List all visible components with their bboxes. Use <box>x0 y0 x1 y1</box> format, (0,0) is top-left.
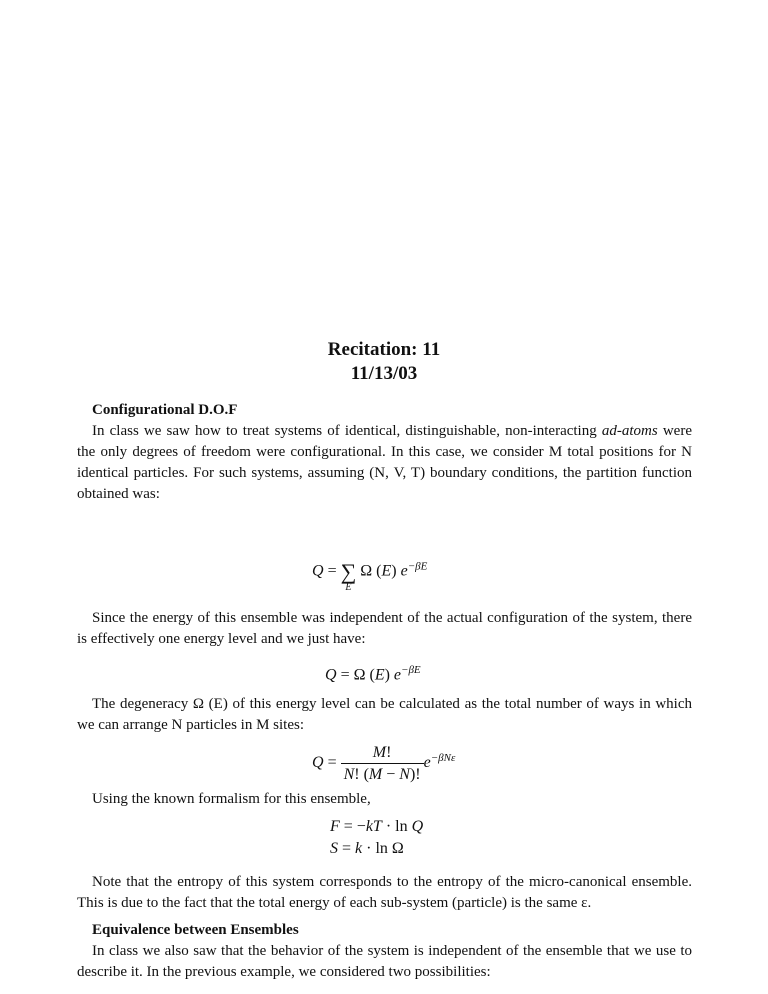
equation-partition-sum: Q = ∑ E Ω (E) $e^{-\beta E}$ <box>312 559 428 593</box>
paragraph-intro: In class we saw how to treat systems of identical, distinguishable, non-interacting ad-atoms were the only degrees of freedom were configurational. In this case, we consider M total positions for N identical particles. For such systems, assuming (N, V, T) boundary conditions, the partition function obtained was: <box>77 423 692 502</box>
section-heading-equivalence: Equivalence between Ensembles <box>92 922 299 938</box>
equation-degeneracy: Q = $\frac{M!}{N! (M - N)!}$ $e^{-\beta N\varepsilon}$ <box>312 744 456 783</box>
doc-title: Recitation: 11 <box>327 339 441 360</box>
paragraph-entropy-note: Note that the entropy of this system corresponds to the entropy of the micro-canonical ensemble. This is due to the fact that the total energy of each sub-system (particle) is the same ε. <box>77 874 692 911</box>
equation-partition-single: Q = Ω (E) $e^{-\beta E}$ <box>325 664 421 684</box>
section-heading-configurational: Configurational D.O.F <box>92 402 238 418</box>
paragraph-single-level: Since the energy of this ensemble was independent of the actual configuration of the system, there is effectively one energy level and we just have: <box>77 610 692 647</box>
equation-entropy: S = k · ln Ω <box>330 840 404 857</box>
ad-atoms-emphasis: ad-atoms <box>601 423 658 439</box>
paragraph-formalism: Using the known formalism for this ensemble, <box>92 791 371 807</box>
paragraph-degeneracy: The degeneracy Ω (E) of this energy level can be calculated as the total number of ways in which we can arrange N particles in M sites: <box>77 696 692 733</box>
equation-free-energy: F = −kT · ln Q <box>330 818 424 835</box>
paragraph-equivalence-intro: In class we also saw that the behavior of the system is independent of the ensemble that we use to describe it. In the previous example, we considered two possibilities: <box>77 943 692 980</box>
doc-date: 11/13/03 <box>350 363 418 384</box>
